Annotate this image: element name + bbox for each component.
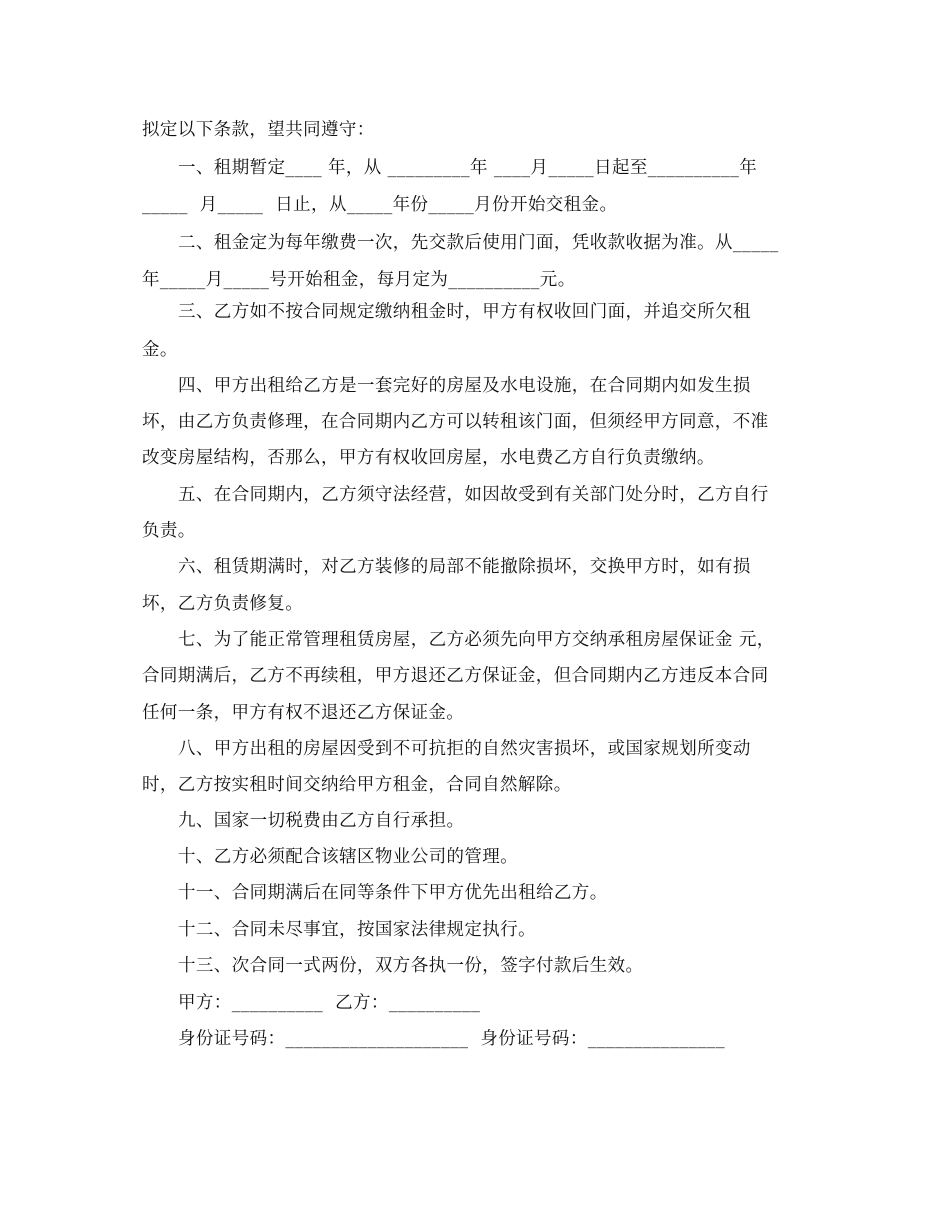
clause-4-line-2: 坏，由乙方负责修理，在合同期内乙方可以转租该门面，但须经甲方同意，不准: [142, 412, 769, 432]
intro-line: 拟定以下条款，望共同遵守：: [142, 120, 375, 140]
clause-7-line-1: 七、为了能正常管理租赁房屋，乙方必须先向甲方交纳承租房屋保证金 元，: [178, 630, 775, 650]
clause-8-line-1: 八、甲方出租的房屋因受到不可抗拒的自然灾害损坏，或国家规划所变动: [178, 739, 751, 759]
clause-2-line-2: 年_____月_____号开始租金，每月定为__________元。: [142, 270, 576, 290]
clause-3-line-2: 金。: [142, 340, 178, 360]
clause-12-line: 十二、合同未尽事宜，按国家法律规定执行。: [178, 920, 536, 940]
clause-8-line-2: 时，乙方按实租时间交纳给甲方租金，合同自然解除。: [142, 775, 572, 795]
clause-10-line: 十、乙方必须配合该辖区物业公司的管理。: [178, 847, 519, 867]
clause-5-line-1: 五、在合同期内，乙方须守法经营，如因故受到有关部门处分时，乙方自行: [178, 485, 769, 505]
clause-7-line-2: 合同期满后，乙方不再续租，甲方退还乙方保证金，但合同期内乙方违反本合同: [142, 666, 769, 686]
clause-13-line: 十三、次合同一式两份，双方各执一份，签字付款后生效。: [178, 956, 644, 976]
clause-11-line: 十一、合同期满后在同等条件下甲方优先出租给乙方。: [178, 883, 608, 903]
clause-1-line-2: _____ 月_____ 日止，从_____年份_____月份开始交租金。: [142, 195, 618, 215]
clause-7-line-3: 任何一条，甲方有权不退还乙方保证金。: [142, 703, 465, 723]
signature-parties-line: 甲方：__________ 乙方：__________: [178, 993, 481, 1013]
clause-4-line-1: 四、甲方出租给乙方是一套完好的房屋及水电设施，在合同期内如发生损: [178, 376, 751, 396]
clause-4-line-3: 改变房屋结构，否那么，甲方有权收回房屋，水电费乙方自行负责缴纳。: [142, 448, 715, 468]
clause-6-line-2: 坏，乙方负责修复。: [142, 594, 304, 614]
id-number-line: 身份证号码：____________________ 身份证号码：_______________: [178, 1029, 725, 1049]
clause-2-line-1: 二、租金定为每年缴费一次，先交款后使用门面，凭收款收据为准。从_____: [178, 233, 779, 253]
clause-3-line-1: 三、乙方如不按合同规定缴纳租金时，甲方有权收回门面，并追交所欠租: [178, 302, 751, 322]
clause-1-line-1: 一、租期暂定____ 年，从 _________年 ____月_____日起至__________年: [178, 158, 758, 178]
clause-5-line-2: 负责。: [142, 521, 196, 541]
clause-9-line: 九、国家一切税费由乙方自行承担。: [178, 811, 465, 831]
clause-6-line-1: 六、租赁期满时，对乙方装修的局部不能撤除损坏，交换甲方时，如有损: [178, 557, 751, 577]
